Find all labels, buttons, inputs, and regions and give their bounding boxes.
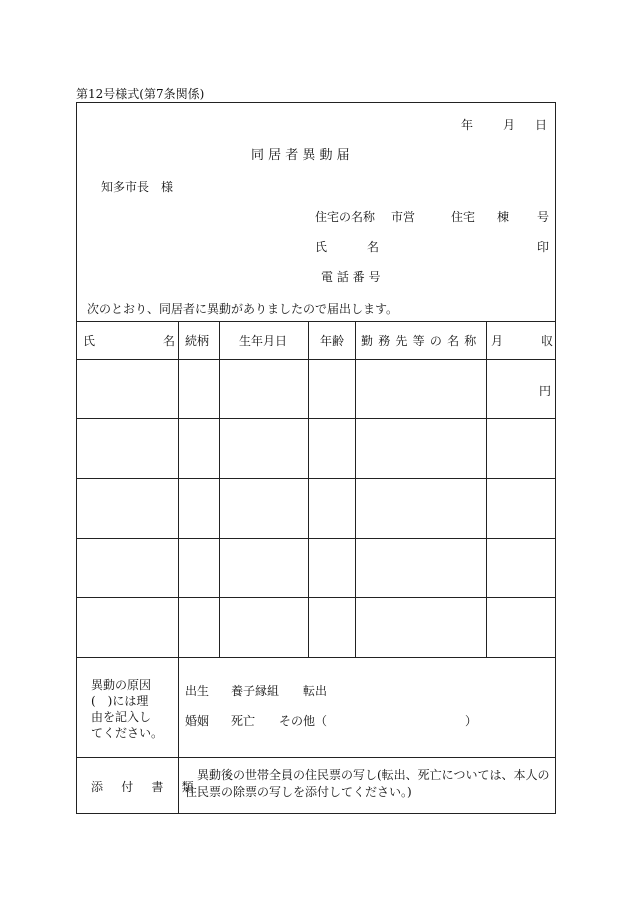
header-name-2: 名 <box>163 334 176 348</box>
form-number: 第12号様式(第7条関係) <box>76 87 205 101</box>
header-relation: 続柄 <box>185 334 210 348</box>
housing-suffix: 住宅 <box>451 210 476 224</box>
col-line <box>486 321 487 657</box>
reason-label-line: 異動の原因 <box>91 678 152 692</box>
col-line <box>219 321 220 657</box>
option-marriage: 婚姻 <box>185 714 210 728</box>
form-title: 同 居 者 異 動 届 <box>251 148 350 163</box>
option-other-close: ） <box>465 714 478 728</box>
reason-label-line: ( )には理 <box>91 694 149 708</box>
applicant-name-label-2: 名 <box>367 240 380 254</box>
row-line <box>77 597 555 598</box>
option-move-out: 転出 <box>303 684 328 698</box>
attachment-label: 添 付 書 類 <box>91 780 201 794</box>
reason-label-line: てください。 <box>91 726 164 740</box>
option-birth: 出生 <box>185 684 210 698</box>
header-age: 年齢 <box>320 334 345 348</box>
table-bottom-line <box>77 657 555 658</box>
header-workplace: 勤 務 先 等 の 名 称 <box>361 334 477 348</box>
housing-name-label: 住宅の名称 <box>315 210 376 224</box>
reason-bottom-line <box>77 757 555 758</box>
col-line <box>178 321 179 657</box>
reason-label-line: 由を記入し <box>91 710 152 724</box>
statement: 次のとおり、同居者に異動がありましたので届出します。 <box>87 302 399 316</box>
reason-label <box>91 677 171 741</box>
header-bottom-line <box>77 359 555 360</box>
option-death: 死亡 <box>231 714 256 728</box>
currency-unit: 円 <box>539 384 552 398</box>
row-line <box>77 418 555 419</box>
header-birthdate: 生年月日 <box>239 334 288 348</box>
header-income-1: 月 <box>491 334 504 348</box>
date-day-label: 日 <box>535 118 548 132</box>
date-year-label: 年 <box>461 118 474 132</box>
row-line <box>77 538 555 539</box>
option-other: その他（ <box>279 714 328 728</box>
col-line <box>355 321 356 657</box>
seal-label: 印 <box>537 240 550 254</box>
phone-label: 電 話 番 号 <box>321 270 381 284</box>
header-income-2: 収 <box>541 334 554 348</box>
building-label: 棟 <box>497 210 510 224</box>
form-frame <box>76 102 556 814</box>
housing-city: 市営 <box>391 210 416 224</box>
header-name-1: 氏 <box>83 334 96 348</box>
option-adoption: 養子縁組 <box>231 684 280 698</box>
table-top-line <box>77 321 555 322</box>
number-label: 号 <box>537 210 550 224</box>
col-line <box>308 321 309 657</box>
attachment-text: 異動後の世帯全員の住民票の写し(転出、死亡については、本人の住民票の除票の写しを添付してください。) <box>185 768 550 799</box>
date-month-label: 月 <box>503 118 516 132</box>
applicant-name-label-1: 氏 <box>315 240 328 254</box>
addressee: 知多市長 様 <box>101 180 174 194</box>
row-line <box>77 478 555 479</box>
